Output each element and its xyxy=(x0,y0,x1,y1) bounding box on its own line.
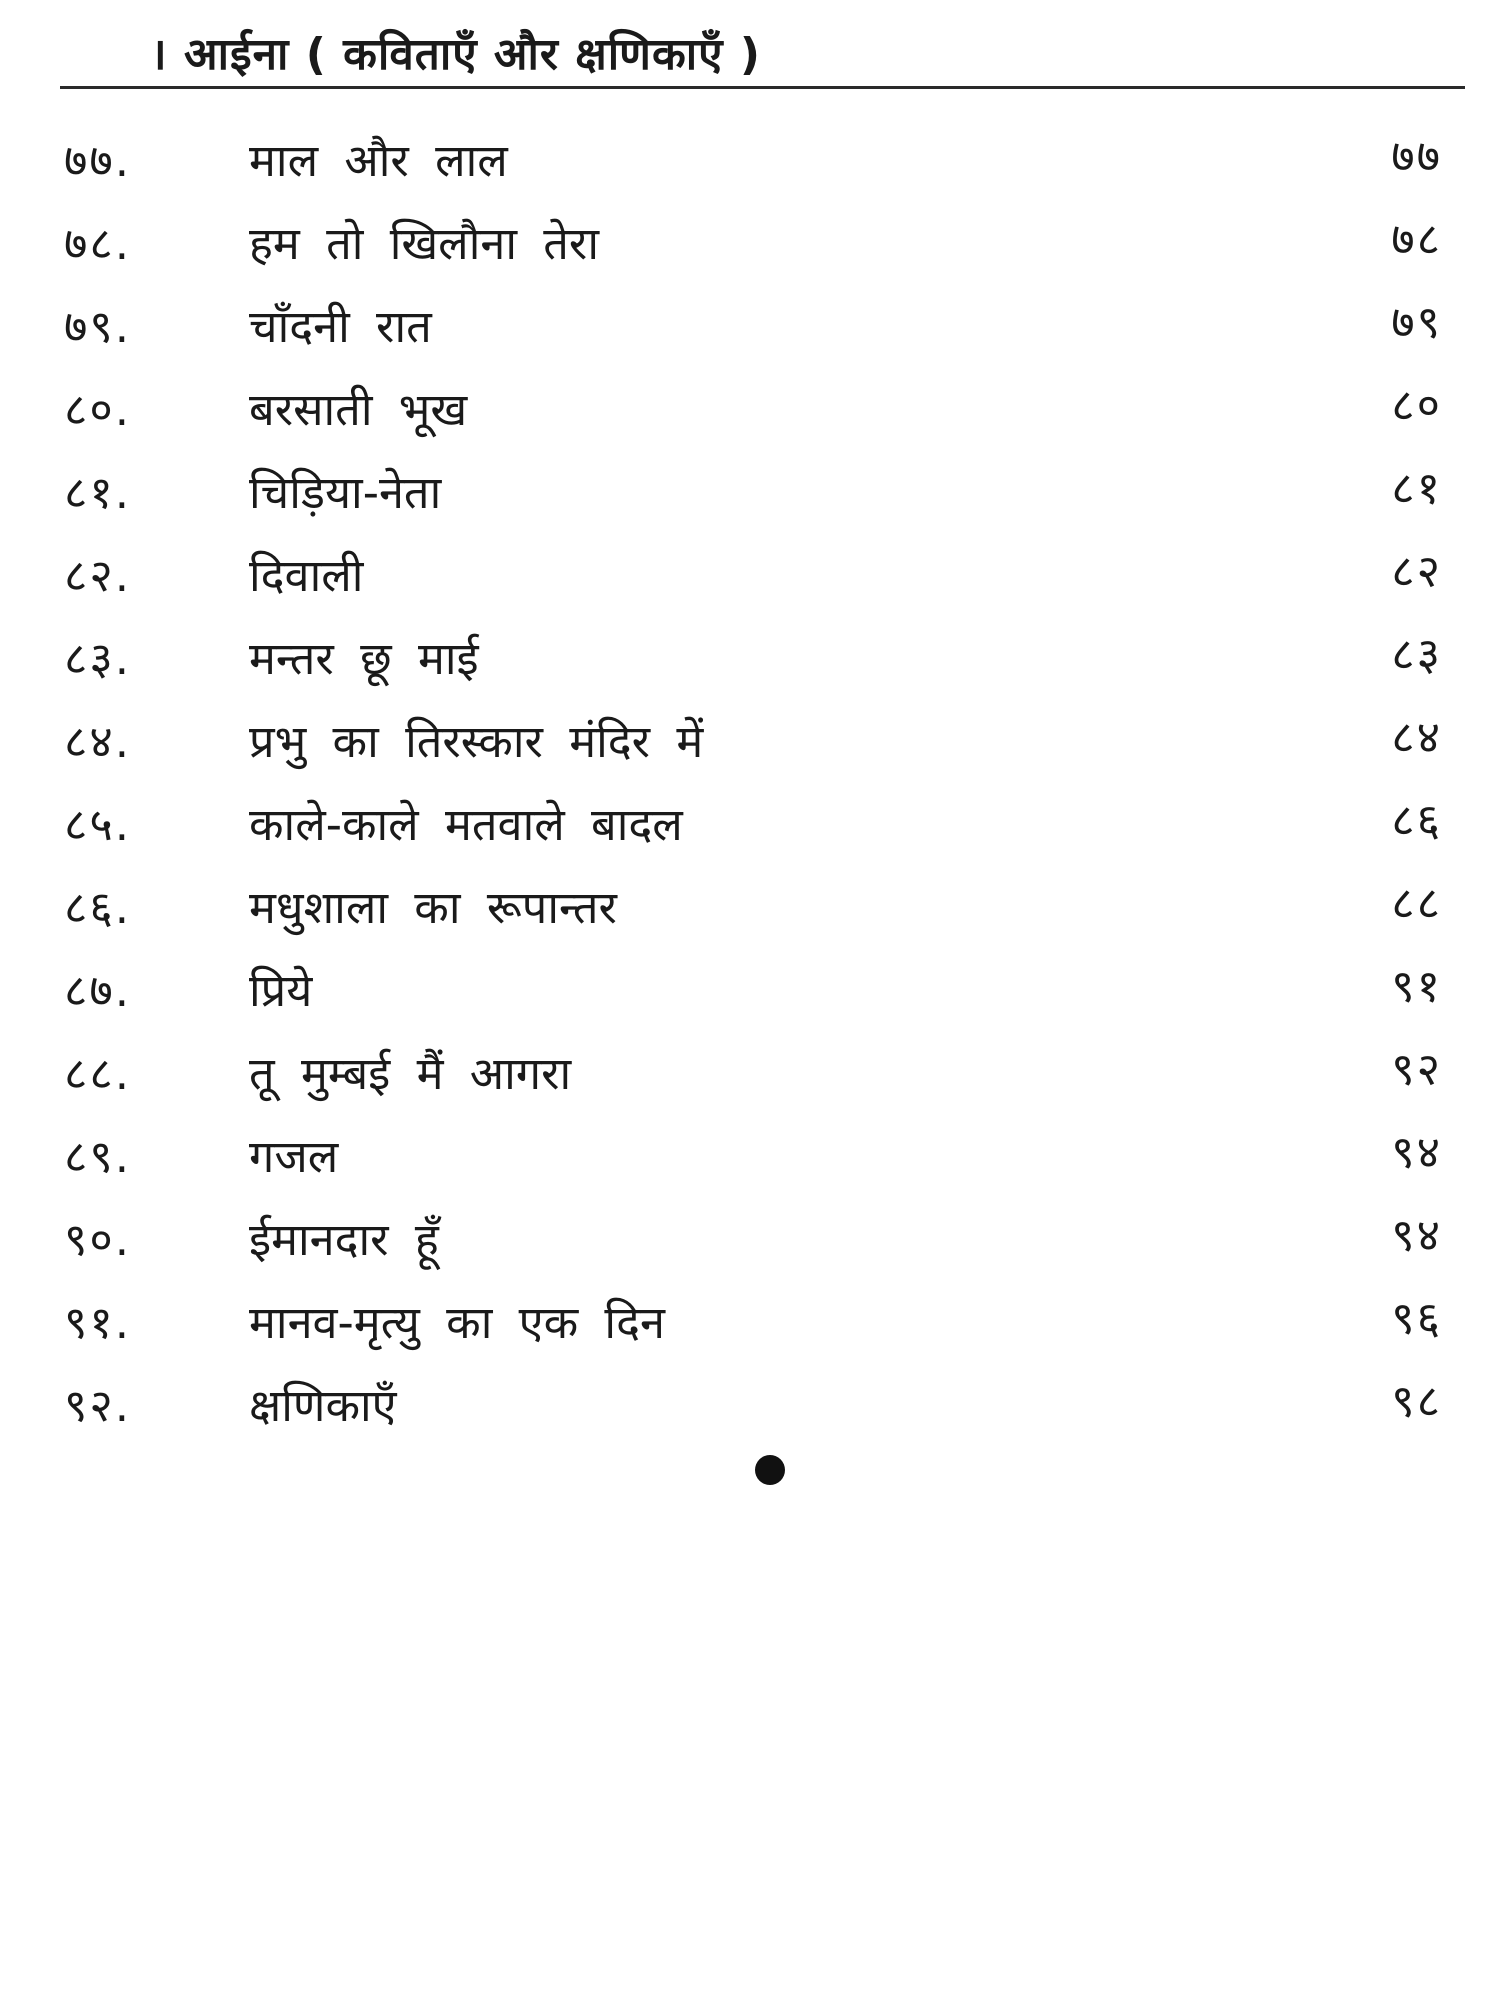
entry-page-number: ८६ xyxy=(1391,793,1442,847)
entry-title: तू मुम्बई मैं आगरा xyxy=(249,1047,572,1100)
entry-page-number: ८८ xyxy=(1391,876,1442,930)
entry-title: चाँदनी रात xyxy=(249,300,432,353)
entry-number: ८४. xyxy=(64,715,132,768)
entry-number: ८३. xyxy=(64,632,132,685)
toc-entry[interactable] xyxy=(60,1280,1460,1363)
entry-page-number: ७९ xyxy=(1391,295,1442,349)
toc-entry[interactable] xyxy=(60,367,1460,450)
entry-number: ८२. xyxy=(64,549,132,602)
entry-page-number: ९४ xyxy=(1391,1208,1442,1262)
entry-title: क्षणिकाएँ xyxy=(249,1379,397,1432)
entry-number: ७८. xyxy=(64,217,132,270)
entry-title: मानव-मृत्यु का एक दिन xyxy=(249,1296,665,1349)
entry-number: ७९. xyxy=(64,300,132,353)
toc-entry[interactable] xyxy=(60,1363,1460,1446)
toc-entry[interactable] xyxy=(60,284,1460,367)
entry-page-number: ८२ xyxy=(1391,544,1442,598)
entry-title: गजल xyxy=(249,1130,339,1183)
toc-entry[interactable] xyxy=(60,118,1460,201)
entry-page-number: ८४ xyxy=(1391,710,1442,764)
toc-entry[interactable] xyxy=(60,533,1460,616)
entry-title: दिवाली xyxy=(249,549,364,602)
entry-title: बरसाती भूख xyxy=(249,383,468,436)
entry-number: ९१. xyxy=(64,1296,132,1349)
entry-page-number: ७७ xyxy=(1391,129,1442,183)
toc-entry[interactable] xyxy=(60,450,1460,533)
entry-title: मधुशाला का रूपान्तर xyxy=(249,881,617,934)
entry-number: ८८. xyxy=(64,1047,132,1100)
entry-page-number: ८० xyxy=(1391,378,1442,432)
toc-entry[interactable] xyxy=(60,1114,1460,1197)
entry-page-number: ९४ xyxy=(1391,1125,1442,1179)
toc-entry[interactable] xyxy=(60,782,1460,865)
entry-title: काले-काले मतवाले बादल xyxy=(249,798,683,851)
entry-number: ८७. xyxy=(64,964,132,1017)
table-of-contents xyxy=(60,118,1460,1446)
entry-page-number: ७८ xyxy=(1391,212,1442,266)
end-marker-dot xyxy=(755,1455,785,1485)
entry-number: ७७. xyxy=(64,134,132,187)
page-header: । आईना ( कविताएँ और क्षणिकाएँ ) xyxy=(150,29,761,80)
entry-page-number: ८१ xyxy=(1391,461,1442,515)
entry-title: माल और लाल xyxy=(249,134,508,187)
entry-title: मन्तर छू माई xyxy=(249,632,479,685)
toc-entry[interactable] xyxy=(60,699,1460,782)
entry-number: ९०. xyxy=(64,1213,132,1266)
entry-number: ८६. xyxy=(64,881,132,934)
entry-page-number: ९८ xyxy=(1391,1374,1442,1428)
entry-page-number: ९१ xyxy=(1391,959,1442,1013)
entry-page-number: ९६ xyxy=(1391,1291,1442,1345)
entry-number: ८०. xyxy=(64,383,132,436)
toc-entry[interactable] xyxy=(60,201,1460,284)
toc-entry[interactable] xyxy=(60,1197,1460,1280)
entry-number: ८१. xyxy=(64,466,132,519)
entry-title: चिड़िया-नेता xyxy=(249,466,442,519)
entry-page-number: ८३ xyxy=(1391,627,1442,681)
entry-title: प्रभु का तिरस्कार मंदिर में xyxy=(249,715,704,768)
toc-entry[interactable] xyxy=(60,948,1460,1031)
entry-page-number: ९२ xyxy=(1391,1042,1442,1096)
entry-title: प्रिये xyxy=(249,964,313,1017)
toc-entry[interactable] xyxy=(60,865,1460,948)
entry-number: ९२. xyxy=(64,1379,132,1432)
entry-number: ८५. xyxy=(64,798,132,851)
entry-number: ८९. xyxy=(64,1130,132,1183)
toc-entry[interactable] xyxy=(60,616,1460,699)
header-divider xyxy=(60,86,1465,89)
toc-entry[interactable] xyxy=(60,1031,1460,1114)
entry-title: हम तो खिलौना तेरा xyxy=(249,217,599,270)
entry-title: ईमानदार हूँ xyxy=(249,1213,439,1266)
